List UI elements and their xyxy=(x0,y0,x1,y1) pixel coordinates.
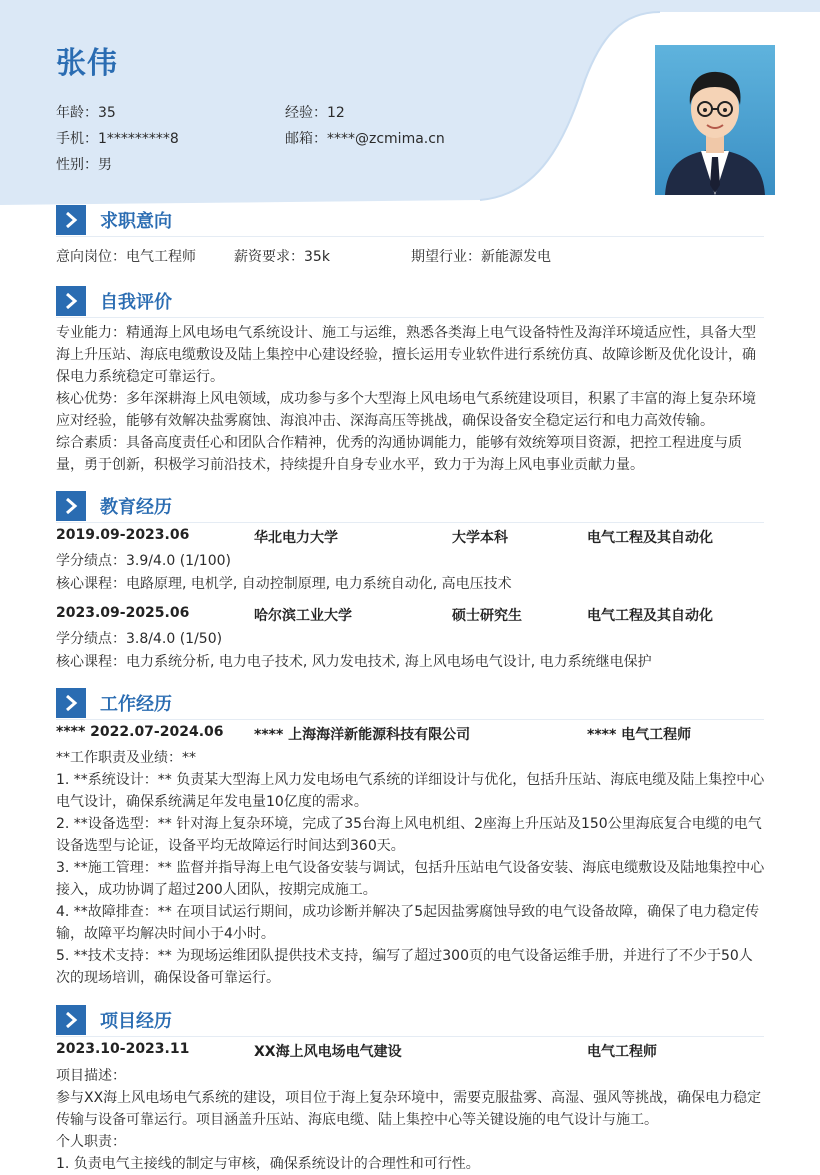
section-divider xyxy=(56,236,764,237)
work-period: **** 2022.07-2024.06 xyxy=(56,724,224,740)
work-duty-item: 2. **设备选型：** 针对海上复杂环境，完成了35台海上风电机组、2座海上升压站及150公里海底复合电缆的电气设备选型与论证，设备平均无故障运行时间达到360天。 xyxy=(56,816,762,854)
edu-school: 华北电力大学 xyxy=(254,530,338,546)
gender-info: 性别：男 xyxy=(56,157,112,173)
edu-major: 电气工程及其自动化 xyxy=(587,608,713,624)
self-eval-qualities: 综合素质：具备高度责任心和团队合作精神，优秀的沟通协调能力，能够有效统筹项目资源，把控工程进度与质量，勇于创新，积极学习前沿技术，持续提升自身专业水平，致力于为海上风电事业贡献力量。 xyxy=(56,435,742,473)
project-description: 参与XX海上风电场电气系统的建设，项目位于海上复杂环境中，需要克服盐雾、高湿、强风等挑战，确保电力稳定传输与设备可靠运行。项目涵盖升压站、海底电缆、陆上集控中心等关键设施的电气设计与施工。 xyxy=(56,1090,762,1128)
edu-courses: 核心课程：电力系统分析, 电力电子技术, 风力发电技术, 海上风电场电气设计, 电力系统继电保护 xyxy=(56,654,652,670)
work-duty-item: 1. **系统设计：** 负责某大型海上风力发电场电气系统的详细设计与优化，包括升压站、海底电缆及陆上集控中心电气设计，确保系统满足年发电量10亿度的需求。 xyxy=(56,772,765,810)
email-info: 邮箱：****@zcmima.cn xyxy=(285,131,445,147)
chevron-right-icon xyxy=(56,491,86,521)
section-title: 求职意向 xyxy=(100,211,172,232)
section-divider xyxy=(56,1036,764,1037)
intent-salary: 薪资要求：35k xyxy=(234,249,330,265)
age-info: 年龄：35 xyxy=(56,105,116,121)
section-title: 教育经历 xyxy=(100,497,172,518)
edu-period: 2023.09-2025.06 xyxy=(56,605,190,621)
self-eval-strengths: 核心优势：多年深耕海上风电领域，成功参与多个大型海上风电场电气系统建设项目，积累了丰富的海上复杂环境应对经验，能够有效解决盐雾腐蚀、海浪冲击、深海高压等挑战，确保设备安全稳定运行和电力高效传输。 xyxy=(56,391,756,429)
work-duty-item: 5. **技术支持：** 为现场运维团队提供技术支持，编写了超过300页的电气设备运维手册，并进行了不少于50人次的现场培训，确保设备可靠运行。 xyxy=(56,948,753,986)
intent-position: 意向岗位：电气工程师 xyxy=(56,249,196,265)
section-title: 工作经历 xyxy=(100,694,172,715)
project-role: 电气工程师 xyxy=(587,1044,657,1060)
work-duty-item: 3. **施工管理：** 监督并指导海上电气设备安装与调试，包括升压站电气设备安装、海底电缆敷设及陆地集控中心接入，成功协调了超过200人团队，按期完成施工。 xyxy=(56,860,765,898)
work-entry xyxy=(56,724,766,746)
edu-major: 电气工程及其自动化 xyxy=(587,530,713,546)
project-entry xyxy=(56,1041,766,1063)
work-title: **** 电气工程师 xyxy=(587,727,692,743)
experience-info: 经验：12 xyxy=(285,105,345,121)
chevron-right-icon xyxy=(56,688,86,718)
education-entry xyxy=(56,605,766,627)
education-entry xyxy=(56,527,766,549)
edu-school: 哈尔滨工业大学 xyxy=(254,608,352,624)
phone-info: 手机：1*********8 xyxy=(56,131,179,147)
section-title: 项目经历 xyxy=(100,1011,172,1032)
project-period: 2023.10-2023.11 xyxy=(56,1041,190,1057)
edu-courses: 核心课程：电路原理, 电机学, 自动控制原理, 电力系统自动化, 高电压技术 xyxy=(56,576,512,592)
profile-photo xyxy=(655,45,775,195)
project-duty-item: 1. 负责电气主接线的制定与审核，确保系统设计的合理性和可行性。 xyxy=(56,1156,480,1172)
edu-gpa: 学分绩点：3.8/4.0 (1/50) xyxy=(56,631,223,647)
section-divider xyxy=(56,317,764,318)
edu-degree: 硕士研究生 xyxy=(452,608,522,624)
section-header-project xyxy=(56,1005,172,1035)
chevron-right-icon xyxy=(56,205,86,235)
project-duty-label: 个人职责： xyxy=(56,1134,126,1150)
candidate-name: 张伟 xyxy=(56,46,118,81)
work-duty-item: 4. **故障排查：** 在项目试运行期间，成功诊断并解决了5起因盐雾腐蚀导致的电气设备故障，确保了电力稳定传输，故障平均解决时间小于4小时。 xyxy=(56,904,760,942)
project-name: XX海上风电场电气建设 xyxy=(254,1044,402,1060)
self-eval-skills: 专业能力：精通海上风电场电气系统设计、施工与运维，熟悉各类海上电气设备特性及海洋环境适应性，具备大型海上升压站、海底电缆敷设及陆上集控中心建设经验，擅长运用专业软件进行系统仿真、故障诊断及优化设计，确保电力系统稳定可靠运行。 xyxy=(56,325,756,385)
section-divider xyxy=(56,719,764,720)
edu-gpa: 学分绩点：3.9/4.0 (1/100) xyxy=(56,553,231,569)
section-header-work xyxy=(56,688,172,718)
work-company: **** 上海海洋新能源科技有限公司 xyxy=(254,727,471,743)
chevron-right-icon xyxy=(56,286,86,316)
edu-period: 2019.09-2023.06 xyxy=(56,527,190,543)
intent-industry: 期望行业：新能源发电 xyxy=(411,249,551,265)
project-desc-label: 项目描述： xyxy=(56,1068,126,1084)
section-header-intent xyxy=(56,205,172,235)
section-header-self-eval xyxy=(56,286,172,316)
section-title: 自我评价 xyxy=(100,292,172,313)
chevron-right-icon xyxy=(56,1005,86,1035)
section-divider xyxy=(56,522,764,523)
edu-degree: 大学本科 xyxy=(452,530,508,546)
section-header-education xyxy=(56,491,172,521)
work-duties-label: **工作职责及业绩：** xyxy=(56,750,196,766)
